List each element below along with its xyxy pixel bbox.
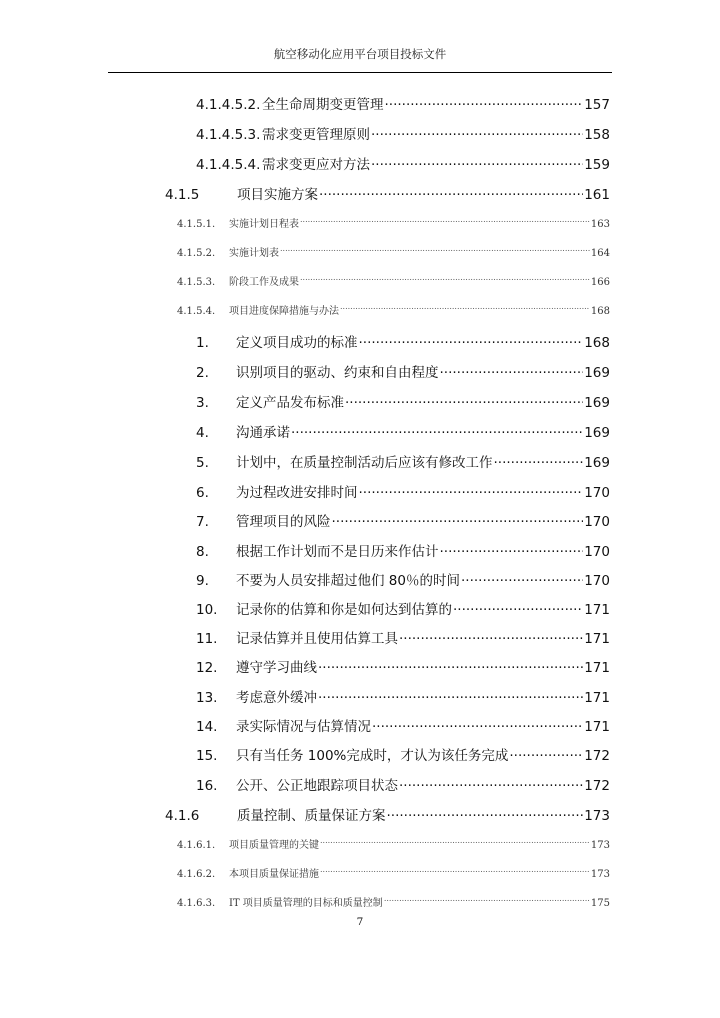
- toc-entry-title: IT 项目质量管理的目标和质量控制: [229, 898, 383, 909]
- toc-entry-page: 175: [590, 898, 610, 909]
- toc-entry-page: 173: [590, 840, 610, 851]
- toc-entry[interactable]: [196, 569, 610, 589]
- toc-entry-leader: [359, 331, 584, 347]
- toc-entry-leader: [440, 361, 584, 377]
- toc-entry-title: 需求变更管理原则: [262, 127, 370, 143]
- toc-entry[interactable]: [165, 183, 610, 203]
- toc-entry-leader: [291, 421, 583, 437]
- toc-entry-page: 158: [584, 127, 610, 143]
- toc-entry[interactable]: [177, 244, 610, 260]
- toc-entry-page: 173: [584, 808, 610, 824]
- toc-entry[interactable]: [196, 627, 610, 647]
- toc-entry-leader: [300, 215, 590, 227]
- toc-entry-number: 4.1.6.3.: [177, 898, 216, 909]
- toc-entry-leader: [387, 804, 584, 820]
- toc-entry-page: 170: [584, 514, 610, 530]
- toc-entry-leader: [372, 715, 583, 731]
- toc-entry-title: 考虑意外缓冲: [236, 690, 317, 706]
- toc-entry[interactable]: [177, 836, 610, 852]
- toc-entry[interactable]: [196, 656, 610, 676]
- toc-entry[interactable]: [196, 331, 610, 351]
- toc-entry-leader: [494, 451, 584, 467]
- toc-entry-leader: [319, 183, 583, 199]
- toc-entry-leader: [453, 598, 583, 614]
- toc-entry-title: 公开、公正地跟踪项目状态: [236, 778, 398, 794]
- toc-entry-number: 10.: [196, 602, 218, 618]
- toc-entry[interactable]: [177, 215, 610, 231]
- toc-entry-leader: [345, 391, 583, 407]
- toc-entry[interactable]: [196, 421, 610, 441]
- toc-entry-page: 173: [590, 869, 610, 880]
- toc-entry-title: 实施计划日程表: [229, 219, 299, 230]
- toc-entry-leader: [320, 836, 590, 848]
- toc-entry-leader: [461, 569, 583, 585]
- toc-entry-number: 4.1.4.5.4.: [196, 157, 261, 173]
- toc-entry-page: 169: [584, 365, 610, 381]
- toc-entry-page: 171: [584, 602, 610, 618]
- toc-entry-number: 4.1.5.2.: [177, 248, 216, 259]
- toc-entry-title: 实施计划表: [229, 248, 279, 259]
- toc-entry-title: 项目实施方案: [237, 187, 318, 203]
- toc-entry-page: 168: [590, 306, 610, 317]
- toc-entry-title: 阶段工作及成果: [229, 277, 299, 288]
- toc-entry-title: 管理项目的风险: [236, 514, 331, 530]
- toc-entry-number: 4.1.5.4.: [177, 306, 216, 317]
- toc-entry-page: 161: [584, 187, 610, 203]
- toc-entry-title: 质量控制、质量保证方案: [237, 808, 386, 824]
- toc-entry[interactable]: [177, 865, 610, 881]
- toc-entry[interactable]: [196, 510, 610, 530]
- toc-entry-title: 根据工作计划而不是日历来作估计: [236, 544, 439, 560]
- toc-entry-leader: [440, 540, 584, 556]
- toc-entry-title: 不要为人员安排超过他们 80％的时间: [236, 573, 460, 589]
- toc-entry-number: 4.1.5: [165, 187, 200, 203]
- toc-entry-page: 171: [584, 660, 610, 676]
- toc-entry[interactable]: [196, 391, 610, 411]
- toc-entry-number: 4.1.4.5.3.: [196, 127, 261, 143]
- toc-entry-leader: [371, 153, 583, 169]
- toc-entry-title: 定义产品发布标准: [236, 395, 344, 411]
- toc-entry-title: 需求变更应对方法: [262, 157, 370, 173]
- toc-entry-number: 4.1.5.3.: [177, 277, 216, 288]
- toc-entry-title: 全生命周期变更管理: [262, 97, 384, 113]
- toc-entry-title: 只有当任务 100%完成时，才认为该任务完成: [236, 748, 509, 764]
- toc-entry-title: 录实际情况与估算情况: [236, 719, 371, 735]
- toc-entry[interactable]: [196, 361, 610, 381]
- toc-entry-number: 4.1.6: [165, 808, 200, 824]
- toc-entry[interactable]: [196, 540, 610, 560]
- toc-entry-leader: [384, 894, 590, 906]
- toc-entry[interactable]: [196, 598, 610, 618]
- toc-entry-leader: [318, 686, 583, 702]
- toc-entry-number: 1.: [196, 335, 209, 351]
- toc-entry-page: 170: [584, 544, 610, 560]
- toc-entry[interactable]: [196, 774, 610, 794]
- toc-entry[interactable]: [177, 302, 610, 318]
- toc-entry-title: 定义项目成功的标准: [236, 335, 358, 351]
- toc-entry-title: 项目进度保障措施与办法: [229, 306, 339, 317]
- toc-entry-number: 13.: [196, 690, 218, 706]
- toc-entry-page: 170: [584, 573, 610, 589]
- toc-entry[interactable]: [196, 481, 610, 501]
- toc-entry-number: 6.: [196, 485, 209, 501]
- toc-entry-number: 5.: [196, 455, 209, 471]
- page-number: 7: [356, 916, 364, 928]
- page-header: 航空移动化应用平台项目投标文件: [273, 47, 447, 61]
- header-rule: [108, 72, 612, 73]
- toc-entry[interactable]: [196, 123, 610, 143]
- toc-entry-leader: [399, 774, 583, 790]
- toc-entry-number: 2.: [196, 365, 209, 381]
- toc-entry-number: 4.: [196, 425, 209, 441]
- toc-entry-title: 记录估算并且使用估算工具: [236, 631, 398, 647]
- toc-entry-title: 为过程改进安排时间: [236, 485, 358, 501]
- toc-entry[interactable]: [196, 715, 610, 735]
- toc-entry-page: 157: [584, 97, 610, 113]
- toc-entry-title: 记录你的估算和你是如何达到估算的: [236, 602, 452, 618]
- toc-entry-page: 166: [590, 277, 610, 288]
- toc-entry[interactable]: [196, 153, 610, 173]
- toc-entry-title: 项目质量管理的关键: [229, 840, 319, 851]
- toc-entry-leader: [320, 865, 590, 877]
- toc-entry-page: 172: [584, 748, 610, 764]
- toc-entry-number: 4.1.6.1.: [177, 840, 216, 851]
- toc-entry[interactable]: [177, 273, 610, 289]
- toc-entry-title: 识别项目的驱动、约束和自由程度: [236, 365, 439, 381]
- toc-entry-leader: [332, 510, 584, 526]
- toc-entry-title: 本项目质量保证措施: [229, 869, 319, 880]
- toc-entry-number: 7.: [196, 514, 209, 530]
- toc-entry-leader: [359, 481, 584, 497]
- toc-entry-page: 171: [584, 631, 610, 647]
- toc-entry-title: 计划中，在质量控制活动后应该有修改工作: [236, 455, 493, 471]
- toc-entry-page: 169: [584, 425, 610, 441]
- toc-entry-leader: [318, 656, 583, 672]
- toc-entry-number: 12.: [196, 660, 218, 676]
- toc-entry-leader: [371, 123, 583, 139]
- toc-entry-leader: [280, 244, 590, 256]
- toc-entry-page: 171: [584, 719, 610, 735]
- toc-entry-page: 159: [584, 157, 610, 173]
- toc-entry[interactable]: [165, 804, 610, 824]
- toc-entry-number: 3.: [196, 395, 209, 411]
- toc-entry-leader: [385, 93, 584, 109]
- toc-entry-number: 4.1.6.2.: [177, 869, 216, 880]
- toc-entry-number: 8.: [196, 544, 209, 560]
- toc-entry-leader: [399, 627, 583, 643]
- toc-entry-number: 15.: [196, 748, 218, 764]
- toc-entry-leader: [300, 273, 590, 285]
- toc-entry-page: 170: [584, 485, 610, 501]
- toc-entry-page: 169: [584, 455, 610, 471]
- toc-entry-number: 9.: [196, 573, 209, 589]
- toc-entry-number: 4.1.4.5.2.: [196, 97, 261, 113]
- toc-entry[interactable]: [177, 894, 610, 910]
- toc-entry-leader: [509, 744, 583, 760]
- toc-entry-leader: [340, 302, 590, 314]
- toc-entry-page: 172: [584, 778, 610, 794]
- toc-entry-title: 沟通承诺: [236, 425, 290, 441]
- toc-entry-page: 164: [590, 248, 610, 259]
- toc-entry-page: 163: [590, 219, 610, 230]
- toc-entry[interactable]: [196, 93, 610, 113]
- toc-entry[interactable]: [196, 686, 610, 706]
- toc-entry[interactable]: [196, 451, 610, 471]
- toc-entry-page: 169: [584, 395, 610, 411]
- toc-entry-number: 11.: [196, 631, 218, 647]
- toc-entry[interactable]: [196, 744, 610, 764]
- toc-entry-number: 16.: [196, 778, 218, 794]
- toc-entry-number: 14.: [196, 719, 218, 735]
- toc-entry-page: 171: [584, 690, 610, 706]
- toc-entry-title: 遵守学习曲线: [236, 660, 317, 676]
- toc-entry-page: 168: [584, 335, 610, 351]
- toc-entry-number: 4.1.5.1.: [177, 219, 216, 230]
